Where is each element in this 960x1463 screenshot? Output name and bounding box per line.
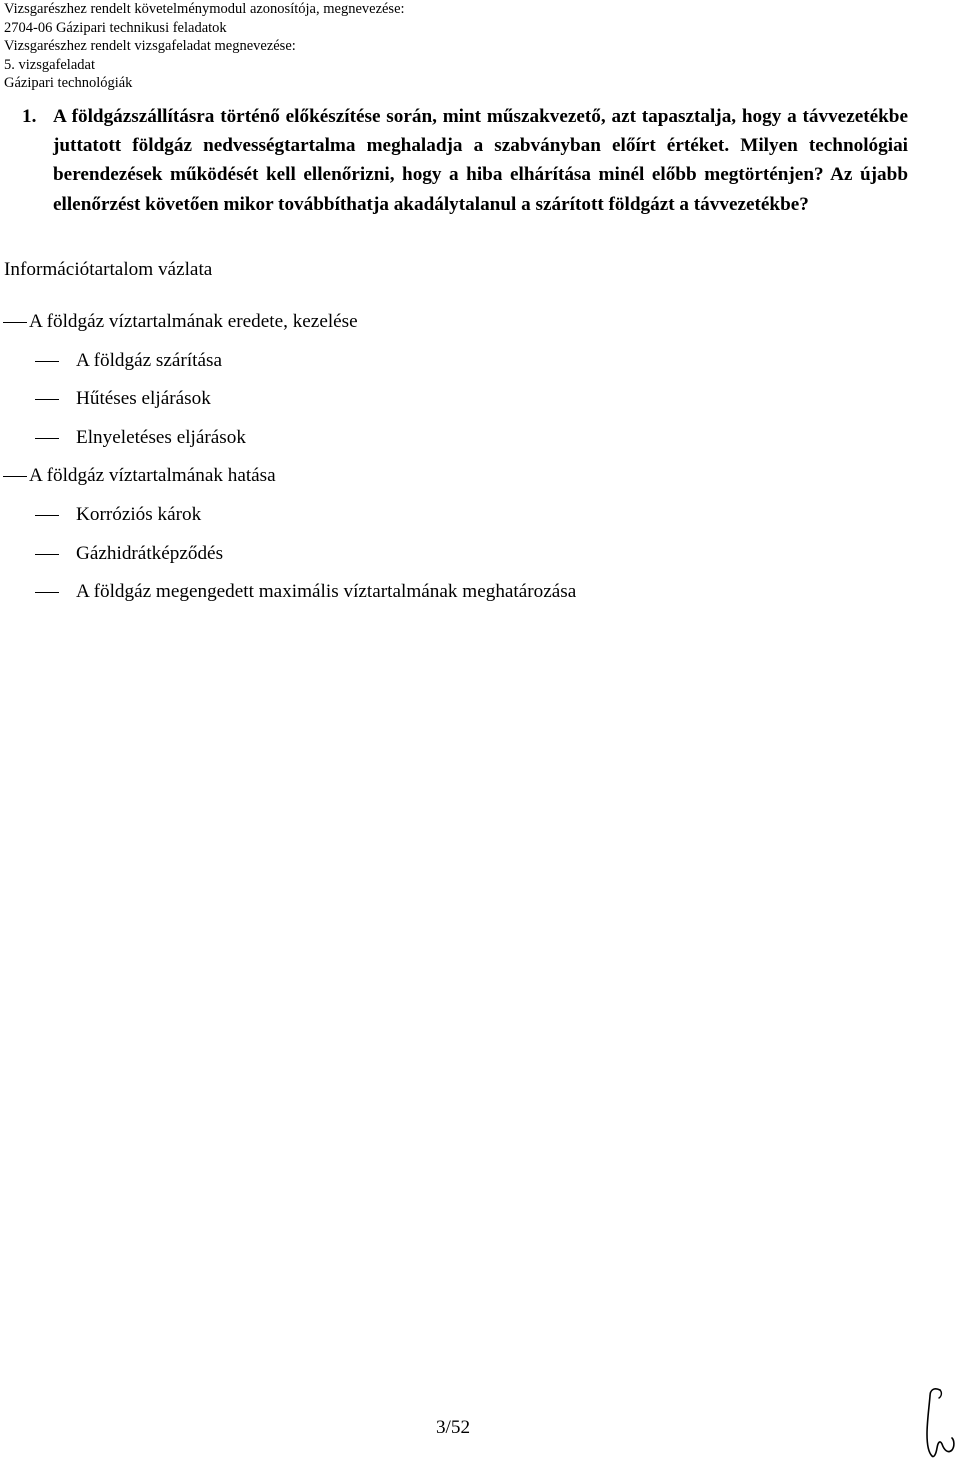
outline-item-label: Gázhidrátképződés [76,542,224,564]
page-number: 3/52 [435,1417,471,1438]
outline-item [0,384,900,423]
dash-icon [35,592,59,593]
question-text: A földgázszállításra történő előkészítése során, mint műszakvezető, azt tapasztalja, hogy a távvezetékbe juttatott földgáz nedvességtartalma meghaladja a szabványban előírt értéket. Milyen technológiai berendezések működését kell ellenőrizni, hogy a hiba elhárítása minél előbb megtörténjen? Az újabb ellenőrzést követően mikor továbbíthatja akadálytalanul a szárított földgázt a távvezetékbe? [53,106,908,215]
outline-item-label: Korróziós károk [76,503,202,525]
dash-icon [35,438,59,439]
dash-icon [35,361,59,362]
dash-icon [3,476,27,477]
question-block [0,102,908,219]
header-module-label: Vizsgarészhez rendelt követelménymodul azonosítója, megnevezése: [4,1,405,17]
outline-list [0,307,900,616]
handwritten-signature-icon [918,1384,958,1460]
outline-item-label: A földgáz víztartalmának eredete, kezelése [29,311,358,332]
header-task-number: 5. vizsgafeladat [4,56,95,73]
outline-item-label: A földgáz víztartalmának hatása [29,465,276,487]
outline-item [0,423,900,462]
outline-item [0,346,900,385]
outline-item-label: Hűtéses eljárások [76,388,211,410]
outline-item [0,461,900,500]
outline-title: Információtartalom vázlata [4,259,213,280]
dash-icon [35,515,59,516]
outline-item [0,539,900,578]
question-number: 1. [22,106,37,127]
dash-icon [35,399,59,400]
document-header [4,0,405,93]
header-task-label: Vizsgarészhez rendelt vizsgafeladat megnevezése: [4,38,296,55]
header-module-value: 2704-06 Gázipari technikusi feladatok [4,19,227,36]
outline-item [0,307,900,346]
outline-item-label: A földgáz megengedett maximális víztartalmának meghatározása [76,581,577,603]
outline-item [0,500,900,539]
outline-item [0,577,900,616]
dash-icon [3,322,27,323]
outline-item-label: Elnyeletéses eljárások [76,426,246,448]
header-task-title: Gázipari technológiák [4,75,133,92]
dash-icon [35,554,59,555]
outline-item-label: A földgáz szárítása [76,349,222,371]
